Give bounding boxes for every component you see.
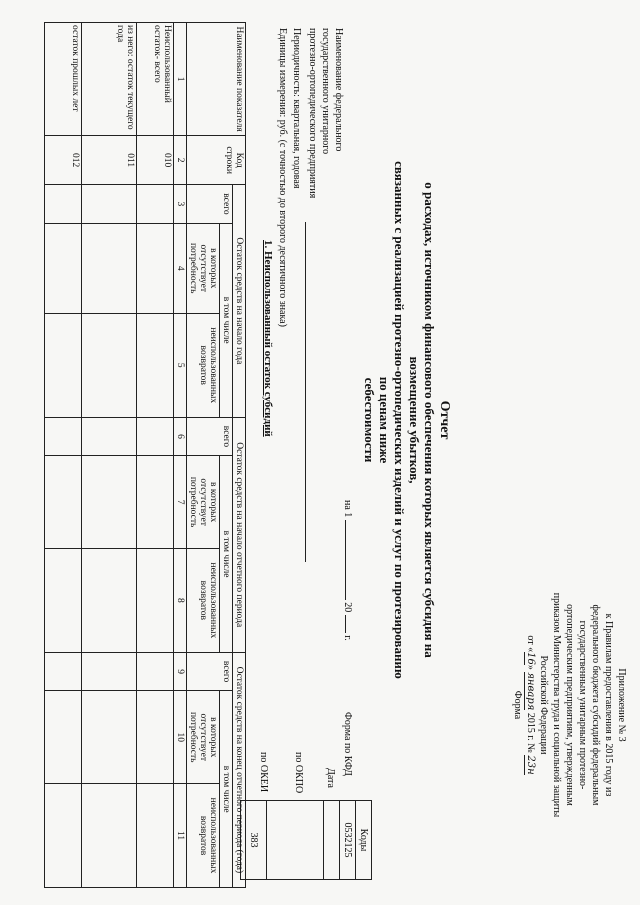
- column-number: 6: [174, 417, 187, 456]
- header-start-period: Остаток средств на начало отчетного периода: [233, 417, 246, 652]
- data-cell[interactable]: [82, 652, 137, 691]
- row-name: остаток прошлых лет: [45, 23, 82, 136]
- org-name-label: государственного унитарного: [320, 28, 331, 155]
- data-cell[interactable]: [82, 313, 137, 417]
- data-cell[interactable]: [137, 185, 174, 224]
- data-cell[interactable]: [45, 313, 82, 417]
- column-number: 9: [174, 652, 187, 691]
- data-cell[interactable]: [45, 691, 82, 784]
- table-row: [137, 23, 174, 888]
- data-cell[interactable]: [45, 652, 82, 691]
- header-name: Наименование показателя: [187, 23, 246, 136]
- appendix-line: приказом Министерства труда и социальной защиты: [551, 592, 562, 818]
- data-cell[interactable]: [137, 784, 174, 888]
- data-cell[interactable]: [137, 456, 174, 549]
- title-line: себестоимости: [362, 377, 377, 463]
- data-cell[interactable]: [82, 417, 137, 456]
- appendix-date: от «16» января 2015 г. № 23н: [525, 635, 536, 775]
- org-name-label: Наименование федерального: [333, 28, 344, 152]
- column-number: 7: [174, 456, 187, 549]
- header-total: всего: [187, 652, 233, 691]
- row-code: 012: [45, 136, 82, 185]
- header-unused-returns: неиспользованных возвратов: [187, 784, 220, 888]
- header-including: в том числе: [220, 456, 233, 653]
- column-numbers-row: [174, 23, 187, 888]
- column-number: 10: [174, 691, 187, 784]
- report-title: [362, 160, 452, 680]
- okei-code: 383: [241, 801, 267, 880]
- period-line: на 1 20 г.: [342, 500, 353, 641]
- data-cell[interactable]: [137, 652, 174, 691]
- data-cell[interactable]: [137, 417, 174, 456]
- date-label: Дата: [325, 768, 336, 788]
- appendix-line: государственным унитарным протезно-: [577, 620, 588, 790]
- form-label: Форма: [512, 690, 523, 720]
- title-word: Отчет: [437, 400, 452, 440]
- units-label: Единицы измерения: руб. (с точностью до второго десятичного знака): [277, 28, 288, 327]
- header-code: Код строки: [187, 136, 246, 185]
- appendix-number: Приложение № 3: [616, 668, 627, 742]
- okei-label: по ОКЕИ: [258, 752, 269, 793]
- header-total: всего: [187, 185, 233, 224]
- handwritten-day: 16: [525, 652, 536, 665]
- appendix-line: к Правилам предоставления в 2015 году из: [603, 613, 614, 797]
- header-including: в том числе: [220, 691, 233, 888]
- table-row: [45, 23, 82, 888]
- header-unused-returns: неиспользованных возвратов: [187, 548, 220, 652]
- header-start-year: Остаток средств на начало года: [233, 185, 246, 418]
- codes-table: [240, 800, 372, 880]
- kfd-code: 0532125: [340, 801, 356, 880]
- appendix-block: [511, 540, 628, 870]
- data-cell[interactable]: [137, 223, 174, 313]
- header-no-need: в которых отсутствует потребность: [187, 691, 220, 784]
- column-number: 4: [174, 223, 187, 313]
- header-unused-returns: неиспользованных возвратов: [187, 313, 220, 417]
- data-cell[interactable]: [45, 456, 82, 549]
- kfd-label: Форма по КФД: [342, 712, 353, 776]
- header-no-need: в которых отсутствует потребность: [187, 456, 220, 549]
- column-number: 2: [174, 136, 187, 185]
- header-end-period: Остаток средств на конец отчетного периода (года): [233, 652, 246, 887]
- data-cell[interactable]: [137, 691, 174, 784]
- data-cell[interactable]: [82, 456, 137, 549]
- okpo-code-cell: [267, 801, 324, 880]
- data-cell[interactable]: [45, 185, 82, 224]
- date-code-cell: [324, 801, 340, 880]
- okpo-label: по ОКПО: [293, 752, 304, 794]
- data-cell[interactable]: [45, 417, 82, 456]
- data-cell[interactable]: [137, 548, 174, 652]
- appendix-line: ортопедическим предприятиям, утвержденным: [564, 604, 575, 806]
- data-cell[interactable]: [45, 223, 82, 313]
- codes-header: Коды: [356, 801, 372, 880]
- section-title: 1. Неиспользованный остаток субсидий: [262, 240, 274, 437]
- column-number: 8: [174, 548, 187, 652]
- table-row: [82, 23, 137, 888]
- data-cell[interactable]: [82, 784, 137, 888]
- unused-balance-table: [44, 22, 246, 888]
- column-number: 11: [174, 784, 187, 888]
- row-code: 010: [137, 136, 174, 185]
- header-including: в том числе: [220, 223, 233, 417]
- column-number: 3: [174, 185, 187, 224]
- row-name: из него: остаток текущего года: [82, 23, 137, 136]
- row-code: 011: [82, 136, 137, 185]
- title-line: связанных с реализацией протезно-ортопедических изделий и услуг по протезированию по ценам ниже: [377, 161, 407, 679]
- title-line: о расходах, источником финансового обеспечения которых является субсидия на возмещение убытков,: [407, 182, 437, 658]
- data-cell[interactable]: [45, 548, 82, 652]
- handwritten-number: 23н: [525, 755, 536, 775]
- appendix-line: Российской Федерации: [538, 655, 549, 755]
- appendix-line: федерального бюджета субсидий федеральным: [590, 604, 601, 806]
- org-name-label: протезно-ортопедического предприятия: [307, 28, 318, 199]
- handwritten-month: января: [525, 672, 536, 711]
- data-cell[interactable]: [45, 784, 82, 888]
- column-number: 5: [174, 313, 187, 417]
- data-cell[interactable]: [82, 691, 137, 784]
- data-cell[interactable]: [82, 223, 137, 313]
- header-no-need: в которых отсутствует потребность: [187, 223, 220, 313]
- org-name-field[interactable]: [305, 222, 306, 562]
- data-cell[interactable]: [137, 313, 174, 417]
- column-number: 1: [174, 23, 187, 136]
- row-name: Неиспользованный остаток- всего: [137, 23, 174, 136]
- data-cell[interactable]: [82, 548, 137, 652]
- data-cell[interactable]: [82, 185, 137, 224]
- periodicity-label: Периодичность: квартальная, годовая: [291, 28, 302, 189]
- header-total: всего: [187, 417, 233, 456]
